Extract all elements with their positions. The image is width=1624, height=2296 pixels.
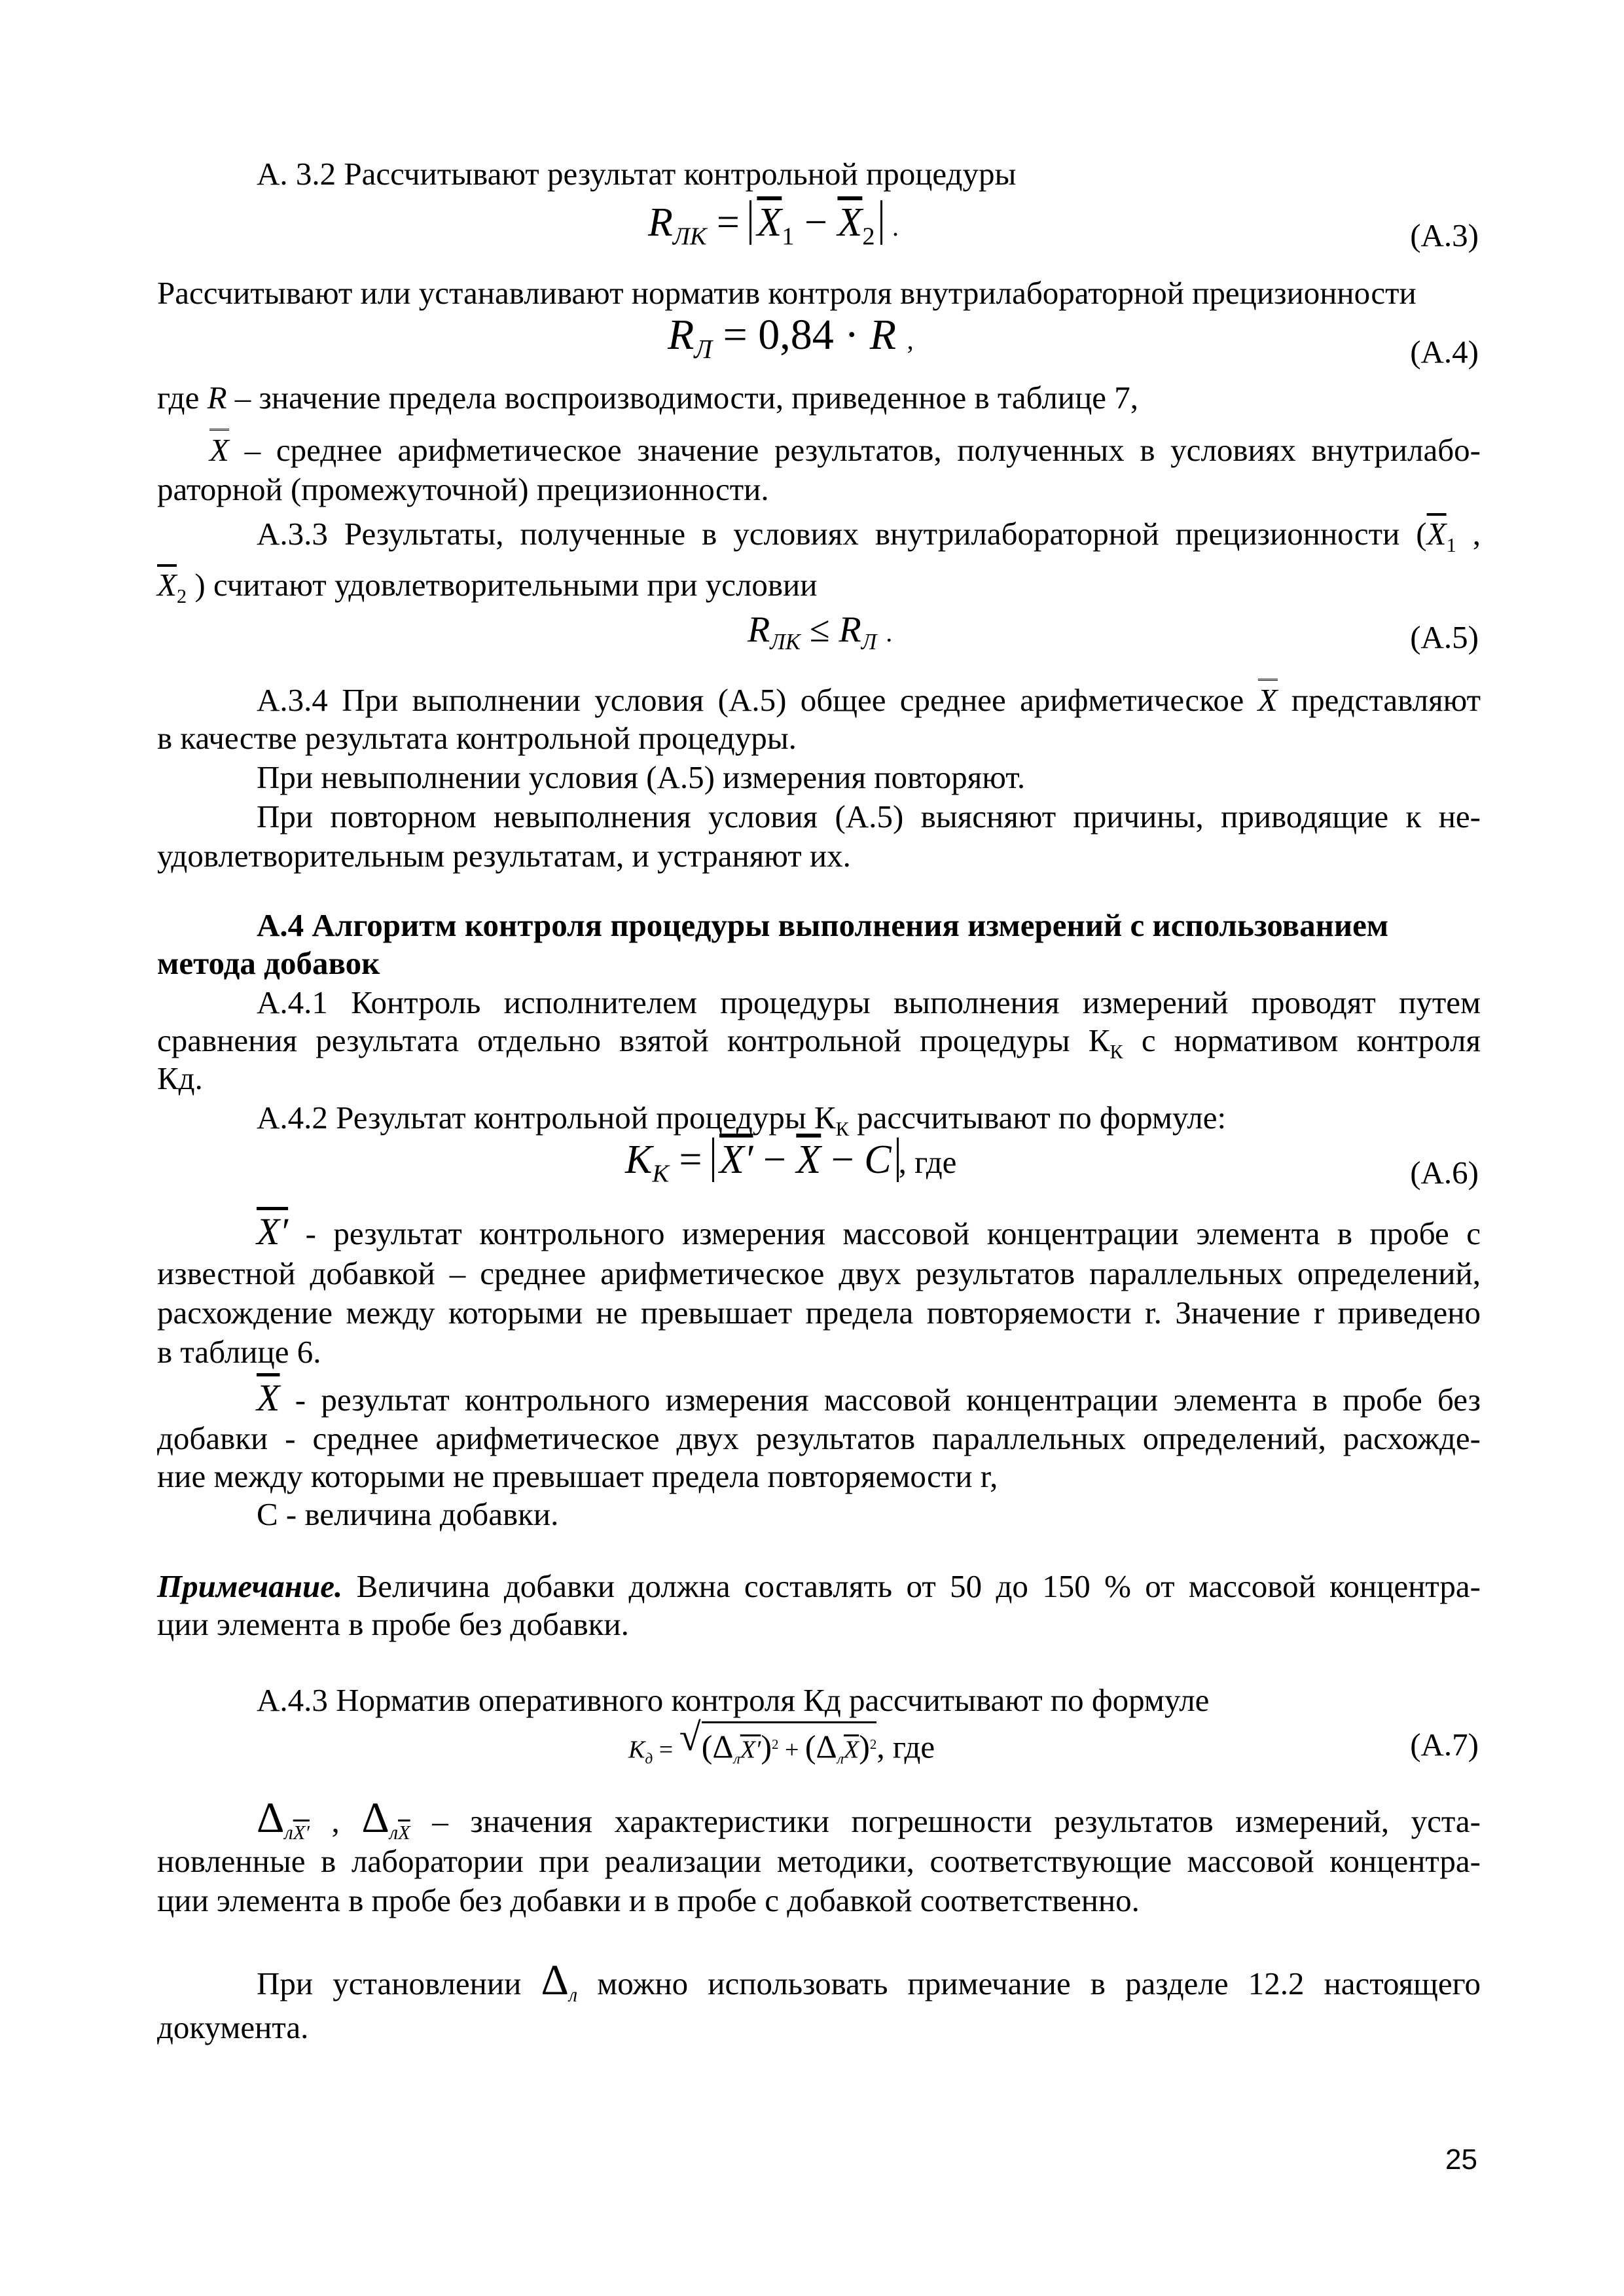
para-where-r: где R – значение предела воспроизводимости, приведенное в таблице 7,	[157, 380, 1139, 416]
formula-a3-number: (А.3)	[1410, 217, 1479, 253]
para-a32: А. 3.2 Рассчитывают результат контрольной процедуры	[257, 156, 1017, 192]
para-xprime-cont3: в таблице 6.	[157, 1334, 321, 1370]
para-xprime-cont2: расхождение между которыми не превышает предела повторяемости r. Значение r приведено	[157, 1295, 1481, 1331]
formula-a7: $K_д$ = √ $(\Delta_лX')^2 + (\Delta_л\overline{X})^2$, где	[628, 1721, 935, 1778]
para-repeat2-cont: удовлетворительным результатам, и устраняют их.	[157, 838, 851, 874]
page-number: 25	[1445, 2144, 1477, 2176]
para-norm: Рассчитывают или устанавливают норматив контроля внутрилабораторной прецизионности	[157, 275, 1416, 311]
para-xprime: X′ - результат контрольного измерения массовой концентрации элемента в пробе с	[257, 1210, 1481, 1253]
para-a33-cont: $\overline{X}_2$ ) считают удовлетворительными при условии	[157, 567, 818, 607]
para-deltas-cont2: ции элемента в пробе без добавки и в пробе с добавкой соответственно.	[157, 1882, 1140, 1918]
formula-a5-number: (А.5)	[1410, 619, 1479, 655]
para-a42: А.4.2 Результат контрольной процедуры $К_К$ рассчитывают по формуле:	[257, 1100, 1227, 1140]
para-a41: А.4.1 Контроль исполнителем процедуры выполнения измерений проводят путем	[257, 984, 1481, 1020]
para-xbar-cont2: ние между которыми не превышает предела повторяемости r,	[157, 1458, 998, 1494]
para-a43: А.4.3 Норматив оперативного контроля Кд рассчитывают по формуле	[257, 1682, 1210, 1718]
formula-a5: $R_{ЛК} \le R_Л$ .	[748, 609, 893, 655]
heading-a4: А.4 Алгоритм контроля процедуры выполнения измерений с использованием	[257, 907, 1389, 943]
para-delta-l: При установлении $\Delta_л$ можно использовать примечание в разделе 12.2 настоящего	[257, 1956, 1481, 2006]
para-xbar-cont: добавки - среднее арифметическое двух результатов параллельных определений, расхожде-	[157, 1420, 1481, 1456]
para-xbarbar: X – среднее арифметическое значение результатов, полученных в условиях внутрилабо-	[209, 431, 1481, 470]
heading-a4-cont: метода добавок	[157, 945, 380, 981]
para-deltas-cont: новленные в лаборатории при реализации методики, соответствующие массовой концентра-	[157, 1843, 1481, 1879]
note-cont: ции элемента в пробе без добавки.	[157, 1606, 629, 1642]
formula-a6: $K_K = X' - \overline{X} - C$ , где	[625, 1138, 957, 1188]
formula-a4: $R_Л = 0,84 \cdot R$ ,	[668, 311, 914, 365]
para-c: С - величина добавки.	[257, 1496, 559, 1532]
para-a34: А.3.4 При выполнении условия (А.5) общее среднее арифметическое X представляют	[257, 681, 1481, 720]
para-repeat: При невыполнении условия (А.5) измерения повторяют.	[257, 759, 1026, 795]
formula-a6-number: (А.6)	[1410, 1155, 1479, 1191]
formula-a7-number: (А.7)	[1410, 1727, 1479, 1763]
para-a41-cont: сравнения результата отдельно взятой контрольной процедуры $К_К$ с нормативом контроля	[157, 1022, 1481, 1063]
para-a33: А.3.3 Результаты, полученные в условиях внутрилабораторной прецизионности ($\overline{X}_1$ ,	[257, 516, 1481, 556]
para-a41-cont2: Кд.	[157, 1060, 203, 1096]
formula-a4-number: (А.4)	[1410, 334, 1479, 370]
para-a34-cont: в качестве результата контрольной процедуры.	[157, 720, 797, 756]
para-repeat2: При повторном невыполнения условия (А.5) выясняют причины, приводящие к не-	[257, 798, 1481, 834]
para-xbar: $\overline{X}$ - результат контрольного измерения массовой концентрации элемента в пробе без	[257, 1376, 1481, 1419]
para-delta-l-cont: документа.	[157, 2009, 309, 2045]
note: Примечание. Величина добавки должна составлять от 50 до 150 % от массовой концентра-	[157, 1568, 1481, 1604]
formula-a3: $R_{ЛК} = \overline{X}_1 - \overline{X}_2$ .	[648, 200, 899, 251]
para-xbarbar-cont: раторной (промежуточной) прецизионности.	[157, 471, 769, 507]
para-deltas: $\Delta_{лX'}$ , $\Delta_{л\overline{X}}$ – значения характеристики погрешности результатов измерений, уста-	[257, 1794, 1481, 1844]
para-xprime-cont: известной добавкой – среднее арифметическое двух результатов параллельных определений,	[157, 1255, 1481, 1291]
